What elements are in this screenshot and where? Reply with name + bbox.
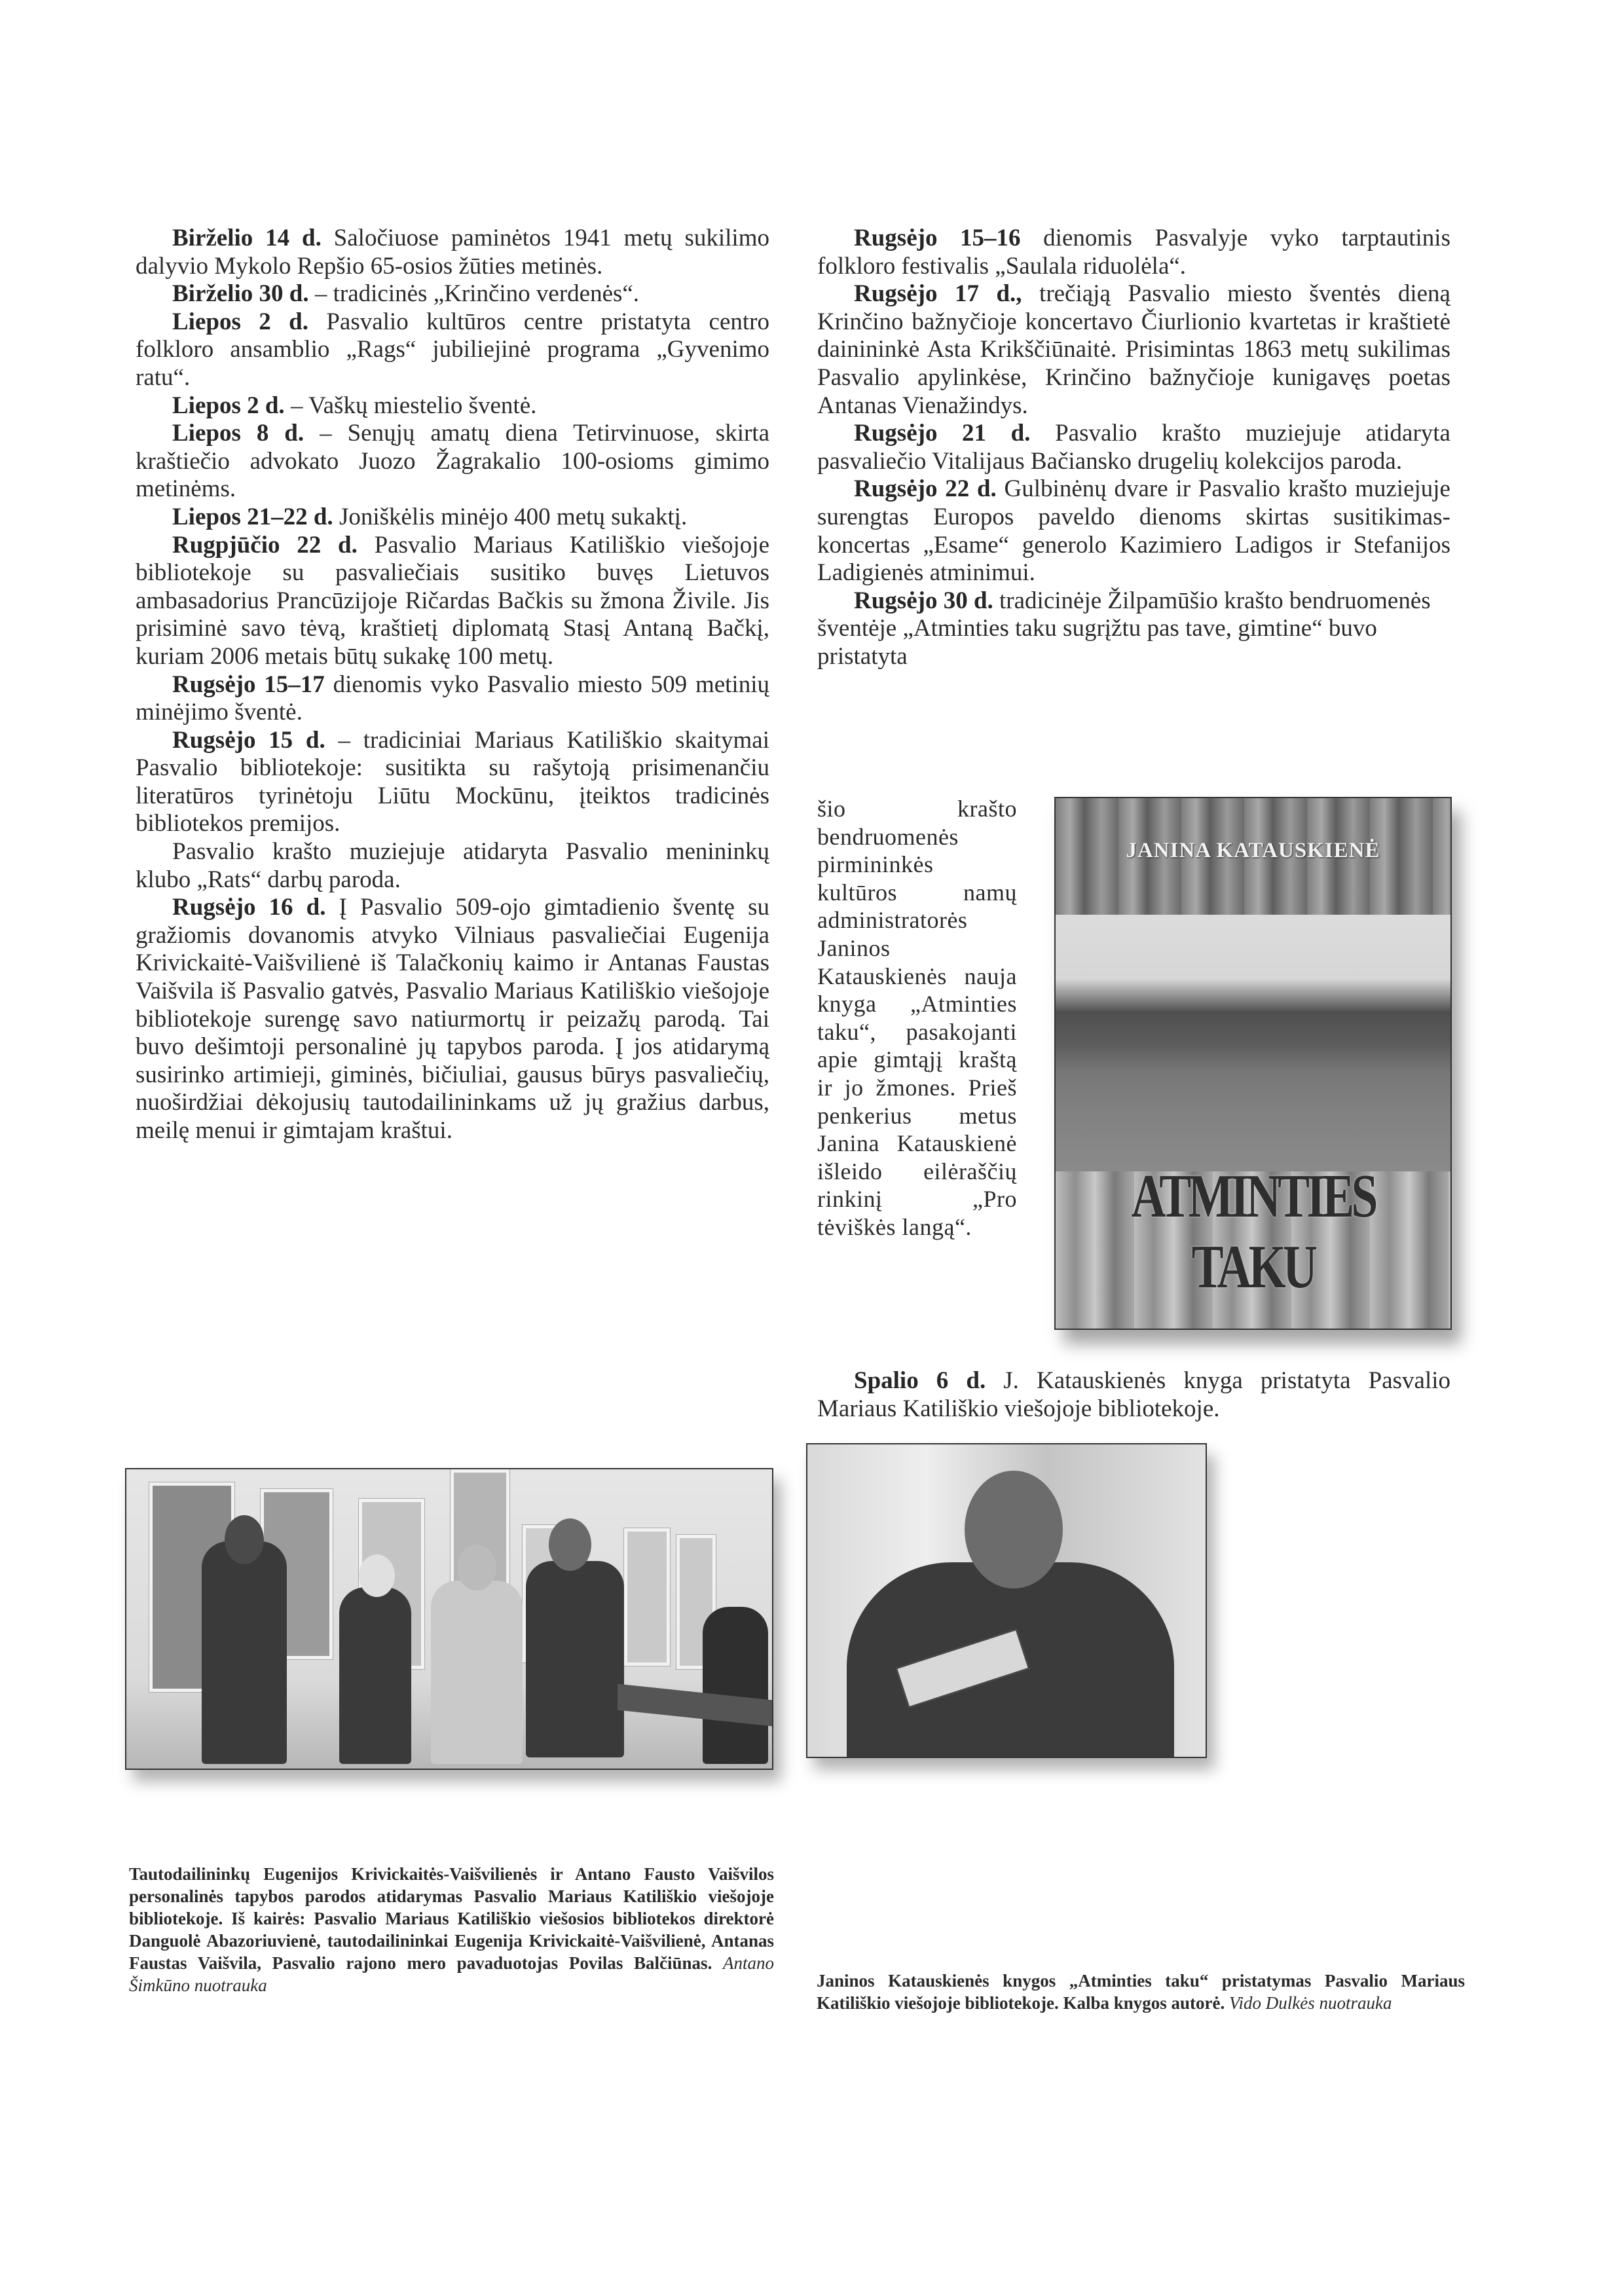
- entry-rugsejo-21: [817, 420, 1450, 475]
- person-figure: [202, 1541, 287, 1764]
- entry-rugsejo-16: [136, 894, 769, 1145]
- author-photo-caption: [817, 1970, 1465, 2014]
- entry-text: Joniškėlis minėjo 400 metų sukaktį.: [333, 503, 688, 530]
- entry-text: – tradicinės „Krinčino verdenės“.: [308, 280, 640, 308]
- exhibition-photo-caption: [129, 1863, 774, 1996]
- entry-birzelio-30: [136, 280, 769, 308]
- cover-landscape-photo: [1056, 915, 1450, 1171]
- photo-credit: Vido Dulkės nuotrauka: [1229, 1993, 1392, 2013]
- entry-rugsejo-15-17: [136, 671, 769, 727]
- person-head: [359, 1554, 395, 1597]
- person-head: [457, 1545, 496, 1590]
- caption-text: Tautodailininkų Eugenijos Krivickaitės-Vaišvilienės ir Antano Fausto Vaišvilos personalinės tapybos parodos atidarymas Pasvalio Mariaus Katiliškio viešojoje bibliotekoje. Iš kairės: Pasvalio Mariaus Katiliškio viešosios bibliotekos direktorė Danguolė Abazoriuvienė, tautodailininkai Eugenija Krivickaitė-Vaišvilienė, Antanas Faustas Vaišvila, Pasvalio rajono mero pavaduotojas Povilas Balčiūnas.: [129, 1864, 774, 1973]
- person-head: [549, 1518, 591, 1571]
- entry-birzelio-14: [136, 225, 769, 280]
- entry-date: Rugsėjo 17 d.,: [854, 280, 1022, 308]
- entry-rugsejo-17: [817, 280, 1450, 420]
- entry-date: Liepos 2 d.: [172, 392, 285, 419]
- person-figure: [526, 1561, 624, 1757]
- entry-spalio-6: [817, 1367, 1450, 1423]
- entry-liepos-2-vasku: [136, 392, 769, 420]
- exhibition-opening-photo: [125, 1468, 773, 1770]
- entry-date: Rugsėjo 16 d.: [172, 894, 326, 921]
- entry-date: Rugsėjo 15–17: [172, 670, 325, 698]
- right-column-bottom: [817, 1367, 1450, 1423]
- entry-rugsejo-22: [817, 475, 1450, 587]
- entry-date: Rugsėjo 30 d.: [854, 587, 993, 614]
- entry-rugsejo-15: [136, 727, 769, 838]
- entry-liepos-2-rags: [136, 308, 769, 392]
- entry-text: Pasvalio krašto muziejuje atidaryta pasvaliečio Vitalijaus Bačiansko drugelių kolekcijos paroda.: [817, 420, 1450, 475]
- entry-liepos-8: [136, 420, 769, 504]
- entry-text: Saločiuose paminėtos 1941 metų sukilimo dalyvio Mykolo Repšio 65-osios žūties metinės.: [136, 225, 769, 280]
- entry-rugsejo-30: [817, 587, 1450, 671]
- author-head: [965, 1471, 1063, 1588]
- person-figure: [431, 1581, 523, 1764]
- left-column: [136, 225, 769, 1145]
- entry-date: Liepos 2 d.: [172, 308, 308, 335]
- photo-credit: Antano Šimkūno nuotrauka: [129, 1953, 774, 1995]
- entry-text: Pasvalio krašto muziejuje atidaryta Pasvalio menininkų klubo „Rats“ darbų paroda.: [136, 838, 769, 893]
- entry-text: Į Pasvalio 509-ojo gimtadienio šventę su gražiomis dovanomis atvyko Vilniaus pasvaliečiai Eugenija Krivickaitė-Vaišvilienė iš Talačkonių kaimo ir Antanas Faustas Vaišvila iš Pasvalio gatvės, Pasvalio Mariaus Katiliškio viešojoje bibliotekoje surengę savo natiurmortų ir peizažų parodą. Tai buvo dešimtoji personalinė jų tapybos paroda. Į jos atidarymą susirinko artimieji, giminės, bičiuliai, gausus būrys pasvaliečių, nuoširdžiai dėkojusių tautodailininkams už jų gražius darbus, meilę menui ir gimtajam kraštui.: [136, 894, 769, 1144]
- person-head: [225, 1515, 264, 1564]
- book-cover-image: [1054, 797, 1452, 1330]
- entry-date: Rugsėjo 15–16: [854, 225, 1021, 251]
- painting: [624, 1528, 670, 1666]
- entry-date: Liepos 8 d.: [172, 420, 304, 447]
- entry-rats-exhibition: [136, 838, 769, 894]
- entry-date: Rugsėjo 22 d.: [854, 475, 997, 503]
- entry-text: dienomis Pasvalyje vyko tarptautinis folkloro festivalis „Saulala riduolėla“.: [817, 225, 1450, 280]
- entry-text: dienomis vyko Pasvalio miesto 509 metinių minėjimo šventė.: [136, 670, 769, 726]
- person-figure: [339, 1587, 411, 1764]
- entry-text: – tradiciniai Mariaus Katiliškio skaitymai Pasvalio bibliotekoje: susitikta su rašytoją prisimenančiu literatūros tyrinėtoju Liūtu Mockūnu, įteiktos tradicinės bibliotekos premijos.: [136, 726, 769, 837]
- entry-text: Pasvalio kultūros centre pristatyta centro folkloro ansamblio „Rags“ jubiliejinė programa „Gyvenimo ratu“.: [136, 308, 769, 391]
- entry-text: J. Katauskienės knyga pristatyta Pasvalio Mariaus Katiliškio viešojoje bibliotekoje.: [817, 1367, 1450, 1422]
- author-speaking-photo: [806, 1443, 1207, 1758]
- cover-author: JANINA KATAUSKIENĖ: [1126, 839, 1380, 862]
- right-column: [817, 225, 1450, 671]
- entry-date: Birželio 14 d.: [172, 225, 322, 251]
- entry-rugpjucio-22: [136, 532, 769, 671]
- entry-text: Pasvalio Mariaus Katiliškio viešojoje bibliotekoje su pasvaliečiais susitiko buvęs Lietuvos ambasadorius Prancūzijoje Ričardas Bačkis su žmona Živile. Jis prisiminė savo tėvą, kraštietį diplomatą Stasį Antaną Bačkį, kuriam 2006 metais būtų sukakę 100 metų.: [136, 531, 769, 670]
- entry-date: Liepos 21–22 d.: [172, 503, 333, 530]
- entry-liepos-21-22: [136, 504, 769, 532]
- entry-text: trečiąją Pasvalio miesto šventės dieną Krinčino bažnyčioje koncertavo Čiurlionio kvartetas ir kraštietė dainininkė Asta Krikščiūnaitė. Prisimintas 1863 metų sukilimas Pasvalio apylinkėse, Krinčino bažnyčioje kunigavęs poetas Antanas Vienažindys.: [817, 280, 1450, 419]
- entry-text: tradicinėje Žilpamūšio krašto bendruomenės šventėje „Atminties taku sugrįžtu pas tave, gimtine“ buvo pristatyta: [817, 587, 1431, 670]
- right-column-narrow-text: [817, 795, 1017, 1241]
- entry-date: Rugsėjo 21 d.: [854, 420, 1031, 447]
- caption-text: Janinos Katauskienės knygos „Atminties taku“ pristatymas Pasvalio Mariaus Katiliškio viešojoje bibliotekoje. Kalba knygos autorė.: [817, 1971, 1465, 2013]
- child-figure: [703, 1607, 768, 1764]
- entry-date: Spalio 6 d.: [854, 1367, 986, 1394]
- entry-rugsejo-15-16: [817, 225, 1450, 280]
- entry-text: – Senųjų amatų diena Tetirvinuose, skirta kraštiečio advokato Juozo Žagrakalio 100-osioms gimimo metinėms.: [136, 420, 770, 503]
- entry-date: Birželio 30 d.: [172, 280, 309, 308]
- entry-text: – Vaškų miestelio šventė.: [284, 392, 537, 419]
- entry-date: Rugsėjo 15 d.: [172, 726, 325, 754]
- cover-title: ATMINTIES TAKU: [1131, 1162, 1375, 1301]
- entry-date: Rugpjūčio 22 d.: [172, 531, 358, 559]
- entry-text: Gulbinėnų dvare ir Pasvalio krašto muziejuje surengtas Europos paveldo dienoms skirtas susitikimas-koncertas „Esame“ generolo Kazimiero Ladigos ir Stefanijos Ladigienės atminimui.: [817, 475, 1450, 587]
- book-description: šio krašto bendruomenės pirmininkės kultūros namų administratorės Janinos Katauskienės nauja knyga „Atminties taku“, pasakojanti apie gimtąjį kraštą ir jo žmones. Prieš penkerius metus Janina Katauskienė išleido eilėraščių rinkinį „Pro tėviškės langą“.: [817, 796, 1017, 1240]
